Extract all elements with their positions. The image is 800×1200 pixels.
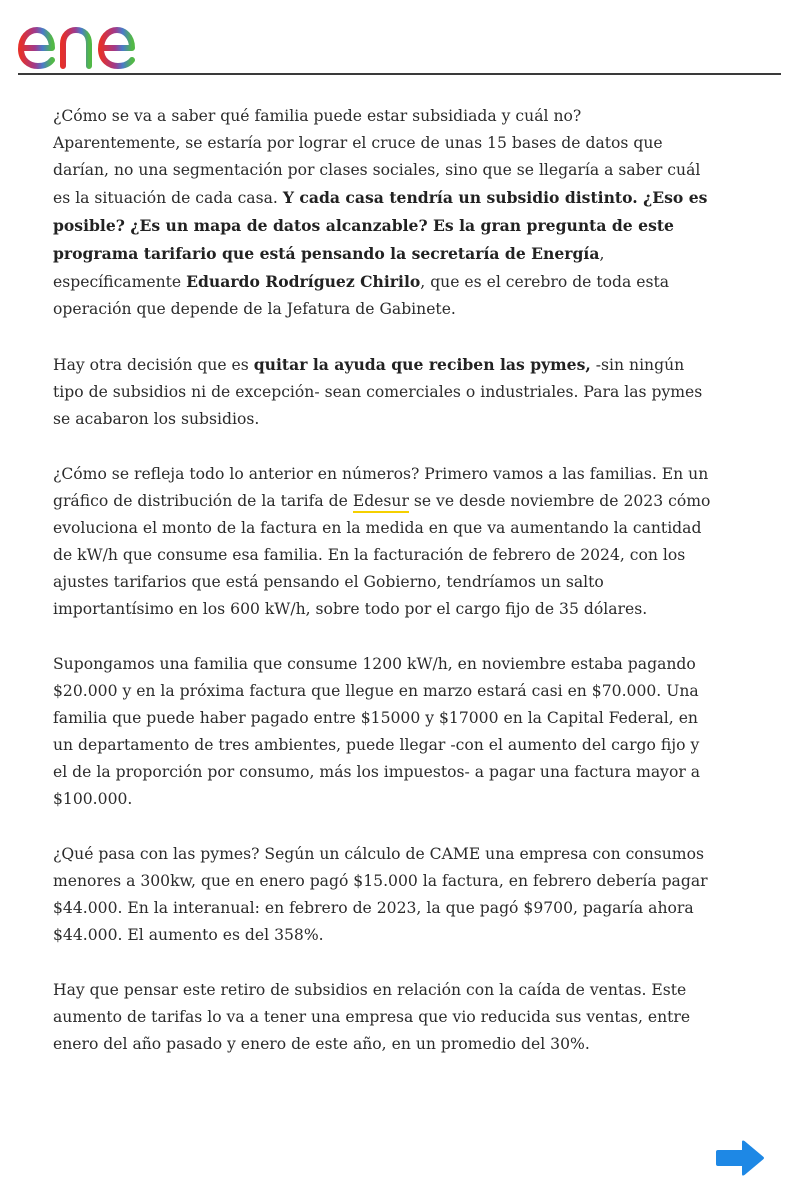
- header: [0, 0, 800, 76]
- paragraph-1: ¿Cómo se va a saber qué familia puede estar subsidiada y cuál no? Aparentemente, se estaría por lograr el cruce de unas 15 bases de datos que darían, no una segmentación por clases sociales, sino que se llegaría a saber cuál es la situación de cada casa. Y cada casa tendría un subsidio distinto. ¿Eso es posible? ¿Es un mapa de datos alcanzable? Es la gran pregunta de este programa tarifario que está pensando la secretaría de Energía, específicamente Eduardo Rodríguez Chirilo, que es el cerebro de toda esta operación que depende de la Jefatura de Gabinete.: [53, 107, 708, 318]
- highlight-pymes: quitar la ayuda que reciben las pymes,: [253, 355, 591, 374]
- paragraph-4: Supongamos una familia que consume 1200 kW/h, en noviembre estaba pagando $20.000 y en la próxima factura que llegue en marzo estará casi en $70.000. Una familia que puede haber pagado entre $15000 y $17000 en la Capital Federal, en un departamento de tres ambientes, puede llegar -con el aumento del cargo fijo y el de la proporción por consumo, más los impuestos- a pagar una factura mayor a $100.000.: [53, 655, 701, 808]
- paragraph-6: Hay que pensar este retiro de subsidios en relación con la caída de ventas. Este aumento de tarifas lo va a tener una empresa que vio reducida sus ventas, entre enero del año pasado y enero de este año, en un promedio del 30%.: [53, 981, 691, 1053]
- header-divider: [18, 73, 781, 75]
- edesur-link[interactable]: Edesur: [353, 492, 409, 513]
- arrow-right-icon[interactable]: [712, 1138, 766, 1178]
- next-arrow-shape: [716, 1140, 764, 1175]
- paragraph-3: ¿Cómo se refleja todo lo anterior en números? Primero vamos a las familias. En un gráfico de distribución de la tarifa de Edesur se ve desde noviembre de 2023 cómo evoluciona el monto de la factura en la medida en que va aumentando la cantidad de kW/h que consume esa familia. En la facturación de febrero de 2024, con los ajustes tarifarios que está pensando el Gobierno, tendríamos un salto importantísimo en los 600 kW/h, sobre todo por el cargo fijo de 35 dólares.: [53, 465, 711, 618]
- enel-logo[interactable]: [16, 8, 181, 70]
- highlight-name: Eduardo Rodríguez Chirilo: [186, 272, 421, 291]
- highlight-subsidy-question: Y cada casa tendría un subsidio distinto. ¿Eso es posible? ¿Es un mapa de datos alcanzable? Es la gran pregunta de este programa tarifario que está pensando la secretaría de Energía: [53, 188, 708, 263]
- paragraph-2: Hay otra decisión que es quitar la ayuda que reciben las pymes, -sin ningún tipo de subsidios ni de excepción- sean comerciales o industriales. Para las pymes se acabaron los subsidios.: [53, 355, 703, 428]
- article-body: [53, 103, 713, 1086]
- paragraph-5: ¿Qué pasa con las pymes? Según un cálculo de CAME una empresa con consumos menores a 300kw, que en enero pagó $15.000 la factura, en febrero debería pagar $44.000. En la interanual: en febrero de 2023, la que pagó $9700, pagaría ahora $44.000. El aumento es del 358%.: [53, 845, 708, 944]
